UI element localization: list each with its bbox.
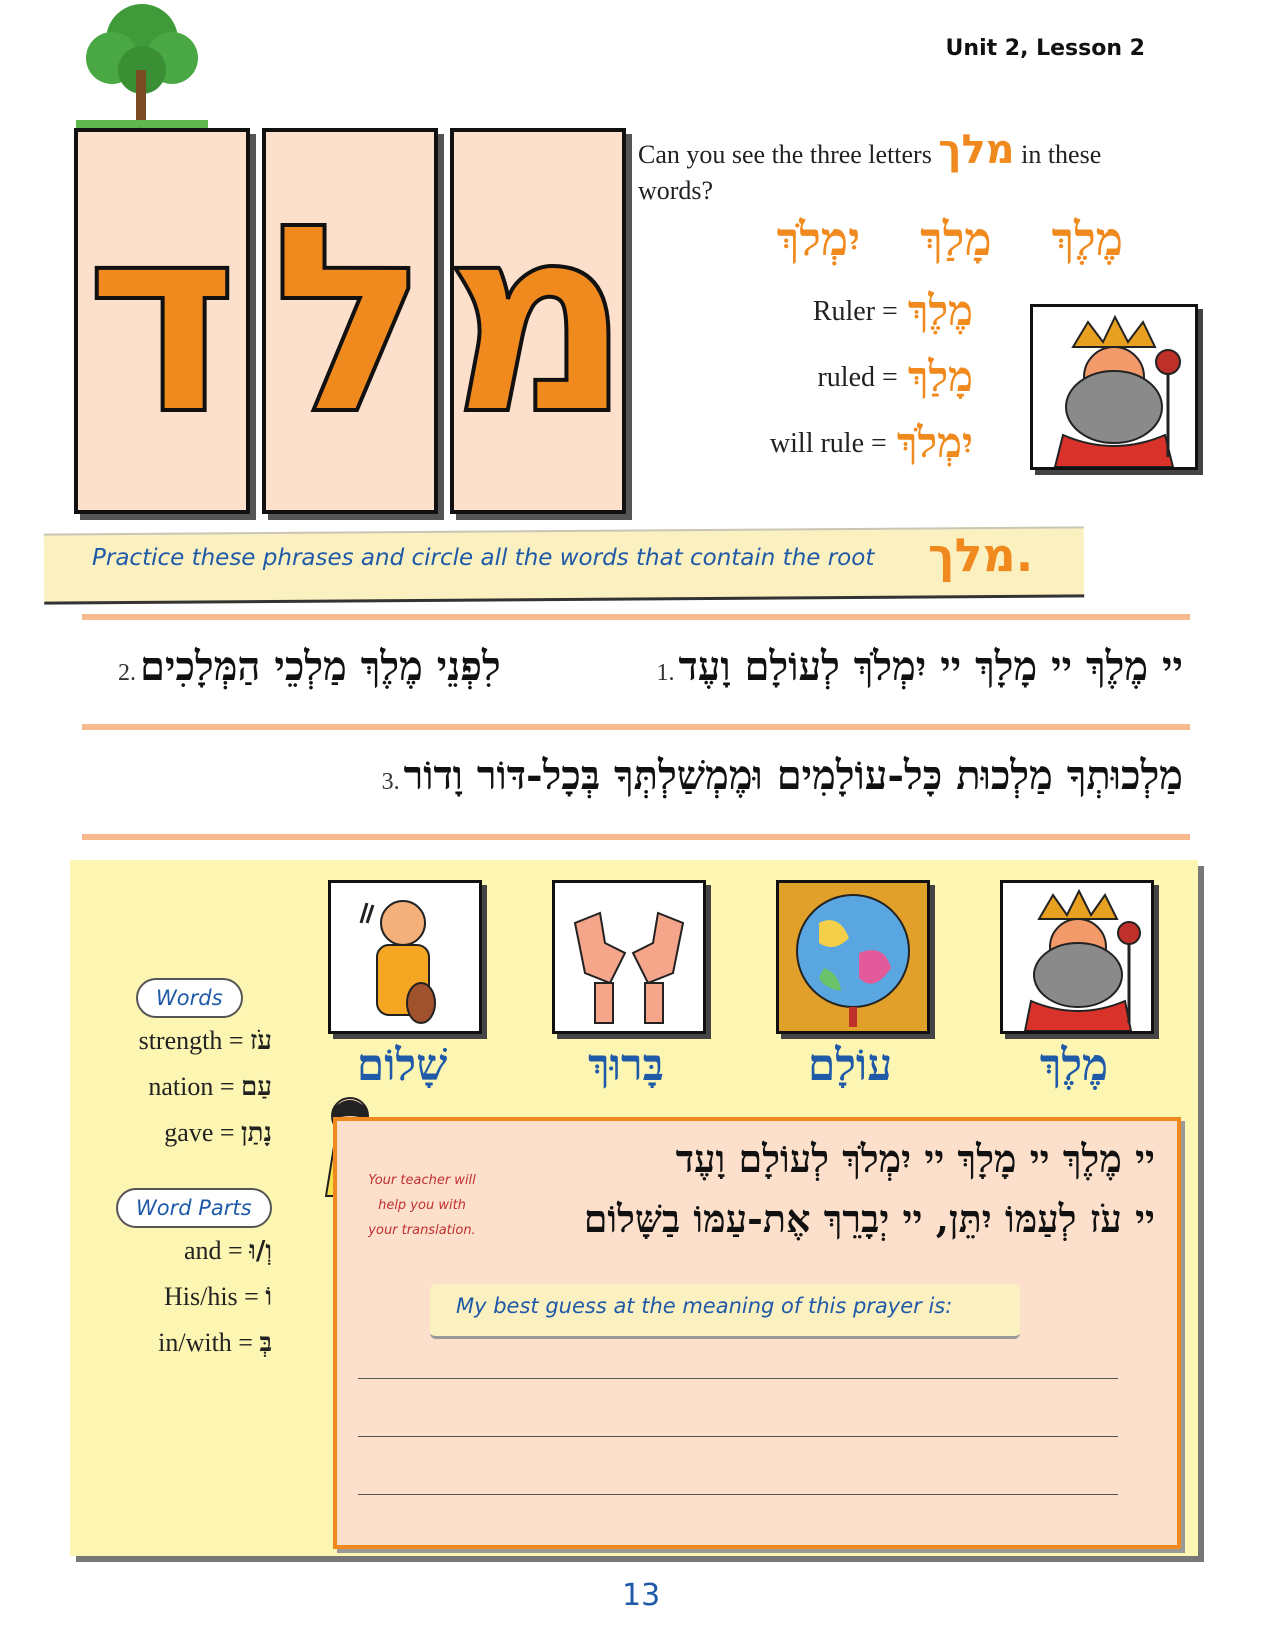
- meaning-row: Ruler = מֶלֶךְ: [812, 289, 973, 335]
- root-word: מלך: [938, 127, 1015, 173]
- root-letter: ל: [271, 170, 429, 472]
- picture-word: שָׁלוֹם: [356, 1040, 448, 1091]
- phrase-number: .1: [656, 660, 675, 686]
- king-picture: [1030, 304, 1198, 470]
- king-icon: [1003, 883, 1151, 1031]
- vocab-row: His/his = וֹ: [163, 1282, 272, 1312]
- vocab-row: nation = עַם: [148, 1072, 272, 1102]
- root-letter-panel-mem: [443, 128, 633, 514]
- picture-word: בָּרוּךְ: [588, 1040, 664, 1091]
- phrase-2: לִפְנֵי מֶלֶךְ מַלְכֵי הַמְּלָכִים .2: [118, 643, 501, 690]
- teacher-note: Your teacher will help you with your translation.: [368, 1173, 476, 1238]
- picture-blessing: [552, 880, 706, 1034]
- unit-lesson-label: Unit 2, Lesson 2: [945, 36, 1145, 61]
- picture-word: עוֹלָם: [807, 1040, 893, 1091]
- peace-hippie-icon: [331, 883, 479, 1031]
- instruction-text: Practice these phrases and circle all the words that contain the root: [92, 545, 875, 571]
- vocab-row: strength = עֹז: [138, 1026, 272, 1056]
- prayer-line-2: יי עֹז לְעַמּוֹ יִתֵּן, יי יְבָרֵךְ אֶת-עַמּוֹ בַשָּׁלוֹם: [583, 1196, 1155, 1241]
- phrase-number: .2: [118, 660, 136, 686]
- prayer-line-1: יי מֶלֶךְ יי מָלָךְ יי יִמְלֹךְ לְעוֹלָם וָעֶד: [675, 1136, 1155, 1181]
- word-form: יִמְלֹךְ: [776, 212, 861, 266]
- meaning-row: ruled = מָלַךְ: [817, 355, 973, 401]
- guess-label: My best guess at the meaning of this prayer is:: [456, 1294, 953, 1318]
- root-letter: מ: [443, 170, 633, 472]
- instruction-root: מלך.: [928, 528, 1034, 582]
- picture-word: מֶלֶךְ: [1039, 1040, 1109, 1091]
- root-letter-panel-dalet: [74, 128, 250, 514]
- answer-line[interactable]: [358, 1378, 1118, 1379]
- divider: [82, 724, 1190, 730]
- king-icon: [1033, 307, 1195, 467]
- divider: [82, 614, 1190, 620]
- answer-line[interactable]: [358, 1494, 1118, 1495]
- root-question: Can you see the three letters מלך in these words?: [638, 127, 1102, 205]
- picture-king: [1000, 880, 1154, 1034]
- vocab-row: and = וְ/וּ: [183, 1236, 272, 1266]
- word-form: מָלַךְ: [920, 212, 992, 266]
- phrase-number: .3: [381, 769, 400, 795]
- answer-line[interactable]: [358, 1436, 1118, 1437]
- word-form: מֶלֶךְ: [1051, 212, 1123, 266]
- picture-peace: [328, 880, 482, 1034]
- root-letter-panel-lamed: [262, 128, 438, 514]
- phrase-1: יי מֶלֶךְ יי מָלָךְ יי יִמְלֹךְ לְעוֹלָם וָעֶד .1: [656, 643, 1183, 690]
- globe-icon: [779, 883, 927, 1031]
- vocab-row: gave = נָתַן: [164, 1118, 272, 1148]
- phrase-3: מַלְכוּתְךָ מַלְכוּת כָּל-עוֹלָמִים וּמֶמְשַׁלְתְּךָ בְּכָל-דּוֹר וָדוֹר .3: [381, 752, 1183, 799]
- meaning-row: will rule = יִמְלֹךְ: [769, 421, 973, 467]
- divider: [82, 834, 1190, 840]
- root-word-forms: [777, 212, 1123, 266]
- page-number: 13: [622, 1578, 661, 1613]
- vocab-row: in/with = בְּ: [158, 1328, 272, 1358]
- words-label: Words: [136, 978, 243, 1018]
- blessing-hands-icon: [555, 883, 703, 1031]
- root-letter: ד: [85, 170, 239, 472]
- word-parts-label: Word Parts: [116, 1188, 272, 1228]
- picture-world: [776, 880, 930, 1034]
